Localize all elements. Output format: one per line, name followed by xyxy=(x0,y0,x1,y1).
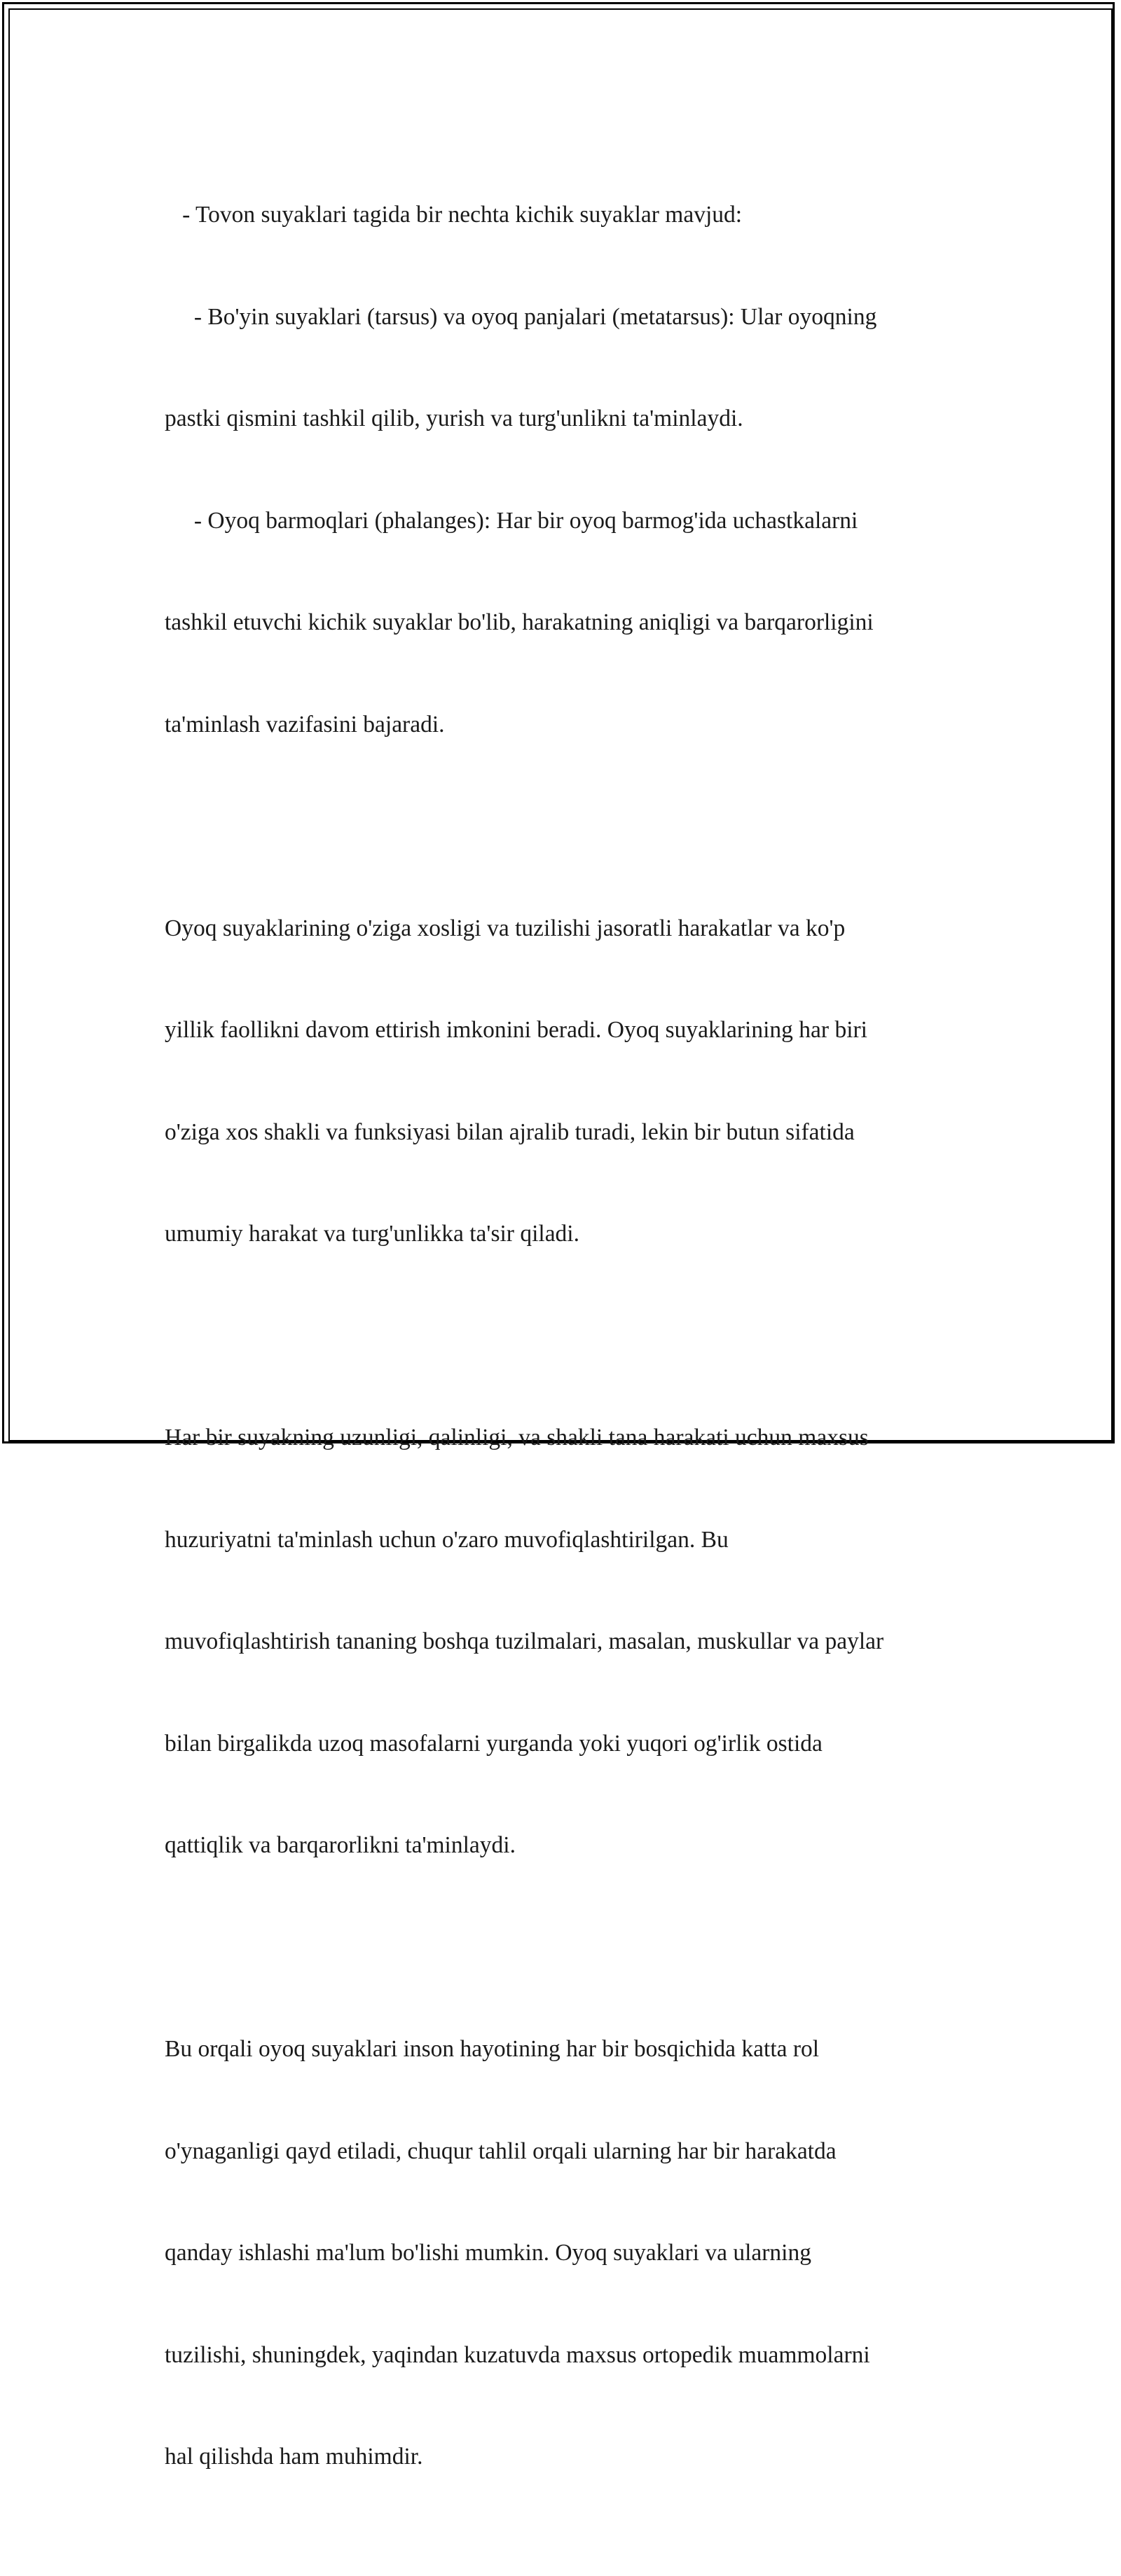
text-line: ta'minlash vazifasini bajaradi. xyxy=(165,711,445,738)
text-line: hal qilishda ham muhimdir. xyxy=(165,2444,423,2470)
text-line: pastki qismini tashkil qilib, yurish va turg'unlikni ta'minlaydi. xyxy=(165,406,743,431)
paragraph-foot-bones-list xyxy=(165,130,970,810)
text-line: bilan birgalikda uzoq masofalarni yurganda yoki yuqori og'irlik ostida xyxy=(165,1730,823,1757)
document-body xyxy=(165,130,970,2576)
text-line: tashkil etuvchi kichik suyaklar bo'lib, harakatning aniqligi va barqarorligini xyxy=(165,609,874,635)
paragraph-uniqueness xyxy=(165,844,970,1320)
text-line: Bu orqali oyoq suyaklari inson hayotining har bir bosqichida katta rol xyxy=(165,2036,820,2062)
text-line: - Bo'yin suyaklari (tarsus) va oyoq panjalari (metatarsus): Ular oyoqning xyxy=(165,303,877,330)
text-line: qattiqlik va barqarorlikni ta'minlaydi. xyxy=(165,1832,516,1858)
text-line: Oyoq suyaklarining o'ziga xosligi va tuzilishi jasoratli harakatlar va ko'p xyxy=(165,915,846,941)
text-line: huzuriyatni ta'minlash uchun o'zaro muvofiqlashtirilgan. Bu xyxy=(165,1526,729,1553)
text-line: - Oyoq barmoqlari (phalanges): Har bir oyoq barmog'ida uchastkalarni xyxy=(165,507,858,534)
text-line: umumiy harakat va turg'unlikka ta'sir qiladi. xyxy=(165,1221,579,1247)
text-line: qanday ishlashi ma'lum bo'lishi mumkin. Oyoq suyaklari va ularning xyxy=(165,2240,811,2266)
paragraph-coordination xyxy=(165,1353,970,1931)
text-line: yillik faollikni davom ettirish imkonini beradi. Oyoq suyaklarining har biri xyxy=(165,1017,867,1043)
text-line: o'ynaganligi qayd etiladi, chuqur tahlil orqali ularning har bir harakatda xyxy=(165,2138,837,2164)
paragraph-conclusion xyxy=(165,1965,970,2542)
text-line: - Tovon suyaklari tagida bir nechta kichik suyaklar mavjud: xyxy=(165,202,743,228)
text-line: o'ziga xos shakli va funksiyasi bilan ajralib turadi, lekin bir butun sifatida xyxy=(165,1119,855,1145)
text-line: Har bir suyakning uzunligi, qalinligi, va shakli tana harakati uchun maxsus xyxy=(165,1425,869,1450)
text-line: tuzilishi, shuningdek, yaqindan kuzatuvda maxsus ortopedik muammolarni xyxy=(165,2341,870,2368)
text-line: muvofiqlashtirish tananing boshqa tuzilmalari, masalan, muskullar va paylar xyxy=(165,1628,884,1654)
